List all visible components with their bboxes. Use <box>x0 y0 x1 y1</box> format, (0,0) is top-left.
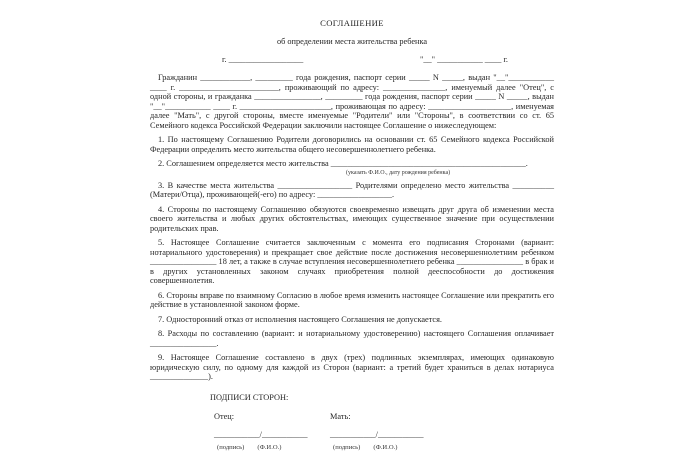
section-4-paragraph: 4. Стороны по настоящему Соглашению обязуются своевременно извещать друг друга об изменении места своего жительства и любых других обстоятельствах, имеющих существенное значение при осуществлении родительских прав. <box>150 204 554 233</box>
mother-caption-name: (Ф.И.О.) <box>373 443 398 451</box>
father-caption-sign: (подпись) <box>217 443 245 451</box>
father-signature-block <box>214 412 312 451</box>
document-title: СОГЛАШЕНИЕ <box>320 18 384 28</box>
preamble-paragraph: Гражданин ____________, _________ года рождения, паспорт серии _____ N _____, выдан "__"___________ ____ г. ________________________, проживающий по адресу: _______________, именуемый далее "Отец", с одной стороны, и гражданка ________________, _________ года рождения, паспорт серии _____ N _____, выдан "__"___________ ____ г. ______________________, проживающая по адресу: ____________________, именуемая далее "Мать", с другой стороны, вместе именуемые "Родители" или "Стороны", в соответствии со ст. 65 Семейного кодекса Российской Федерации заключили настоящее Соглашение о нижеследующем: <box>150 73 554 130</box>
signatures-columns <box>214 412 554 451</box>
section-2-paragraph: 2. Соглашением определяется место жительства _______________________________________________. <box>158 159 528 168</box>
mother-signature-caption <box>330 444 428 451</box>
section-7-paragraph: 7. Односторонний отказ от исполнения настоящего Соглашения не допускается. <box>158 314 443 324</box>
signatures-heading: ПОДПИСИ СТОРОН: <box>210 392 289 402</box>
section-2-caption: (указать Ф.И.О., дату рождения ребенка) <box>346 169 451 176</box>
date-row <box>150 55 554 64</box>
father-label: Отец: <box>214 411 235 421</box>
father-caption-name: (Ф.И.О.) <box>257 443 282 451</box>
date-blank-field: "__" ___________ ____ г. <box>419 55 508 64</box>
father-signature-caption <box>214 444 312 451</box>
section-5-paragraph: 5. Настоящее Соглашение считается заключенным с момента его подписания Сторонами (вариант: нотариального удостоверения) и прекращает свое действие после достижения несовершеннолетним ребенком ________________ 18 лет, а также в случае вступления несовершеннолетнего ребенка ________________ в брак и в других установленных законом случаях приобретения полной дееспособности до достижения совершеннолетия. <box>150 238 554 285</box>
mother-caption-sign: (подпись) <box>333 443 361 451</box>
mother-label: Мать: <box>330 411 351 421</box>
document-content <box>150 14 554 451</box>
section-9-paragraph: 9. Настоящее Соглашение составлено в двух (трех) подлинных экземплярах, имеющих одинаковую юридическую силу, по одному для каждой из Сторон (вариант: а третий будет храниться в делах нотариуса ______________). <box>150 353 554 381</box>
section-8-paragraph: 8. Расходы по составлению (вариант: и нотариальному удостоверению) настоящего Соглашения оплачивает ________________. <box>150 329 554 348</box>
section-6-paragraph: 6. Стороны вправе по взаимному Согласию в любое время изменить настоящее Соглашение или прекратить его действие в установленной законом форме. <box>150 290 554 309</box>
mother-signature-line: ___________/___________ <box>330 429 424 439</box>
section-3-paragraph: 3. В качестве места жительства __________________ Родителями определено место жительства __________ (Матери/Отца), проживающей(-его) по адресу: __________________. <box>150 180 554 199</box>
mother-signature-block <box>330 412 428 451</box>
section-1-paragraph: 1. По настоящему Соглашению Родители договорились на основании ст. 65 Семейного кодекса Российской Федерации определить место жительства общего несовершеннолетнего ребенка. <box>150 135 554 154</box>
document-subtitle: об определении места жительства ребенка <box>276 37 428 46</box>
father-signature-line: ___________/___________ <box>214 429 308 439</box>
city-blank-field: г. __________________ <box>222 55 304 64</box>
